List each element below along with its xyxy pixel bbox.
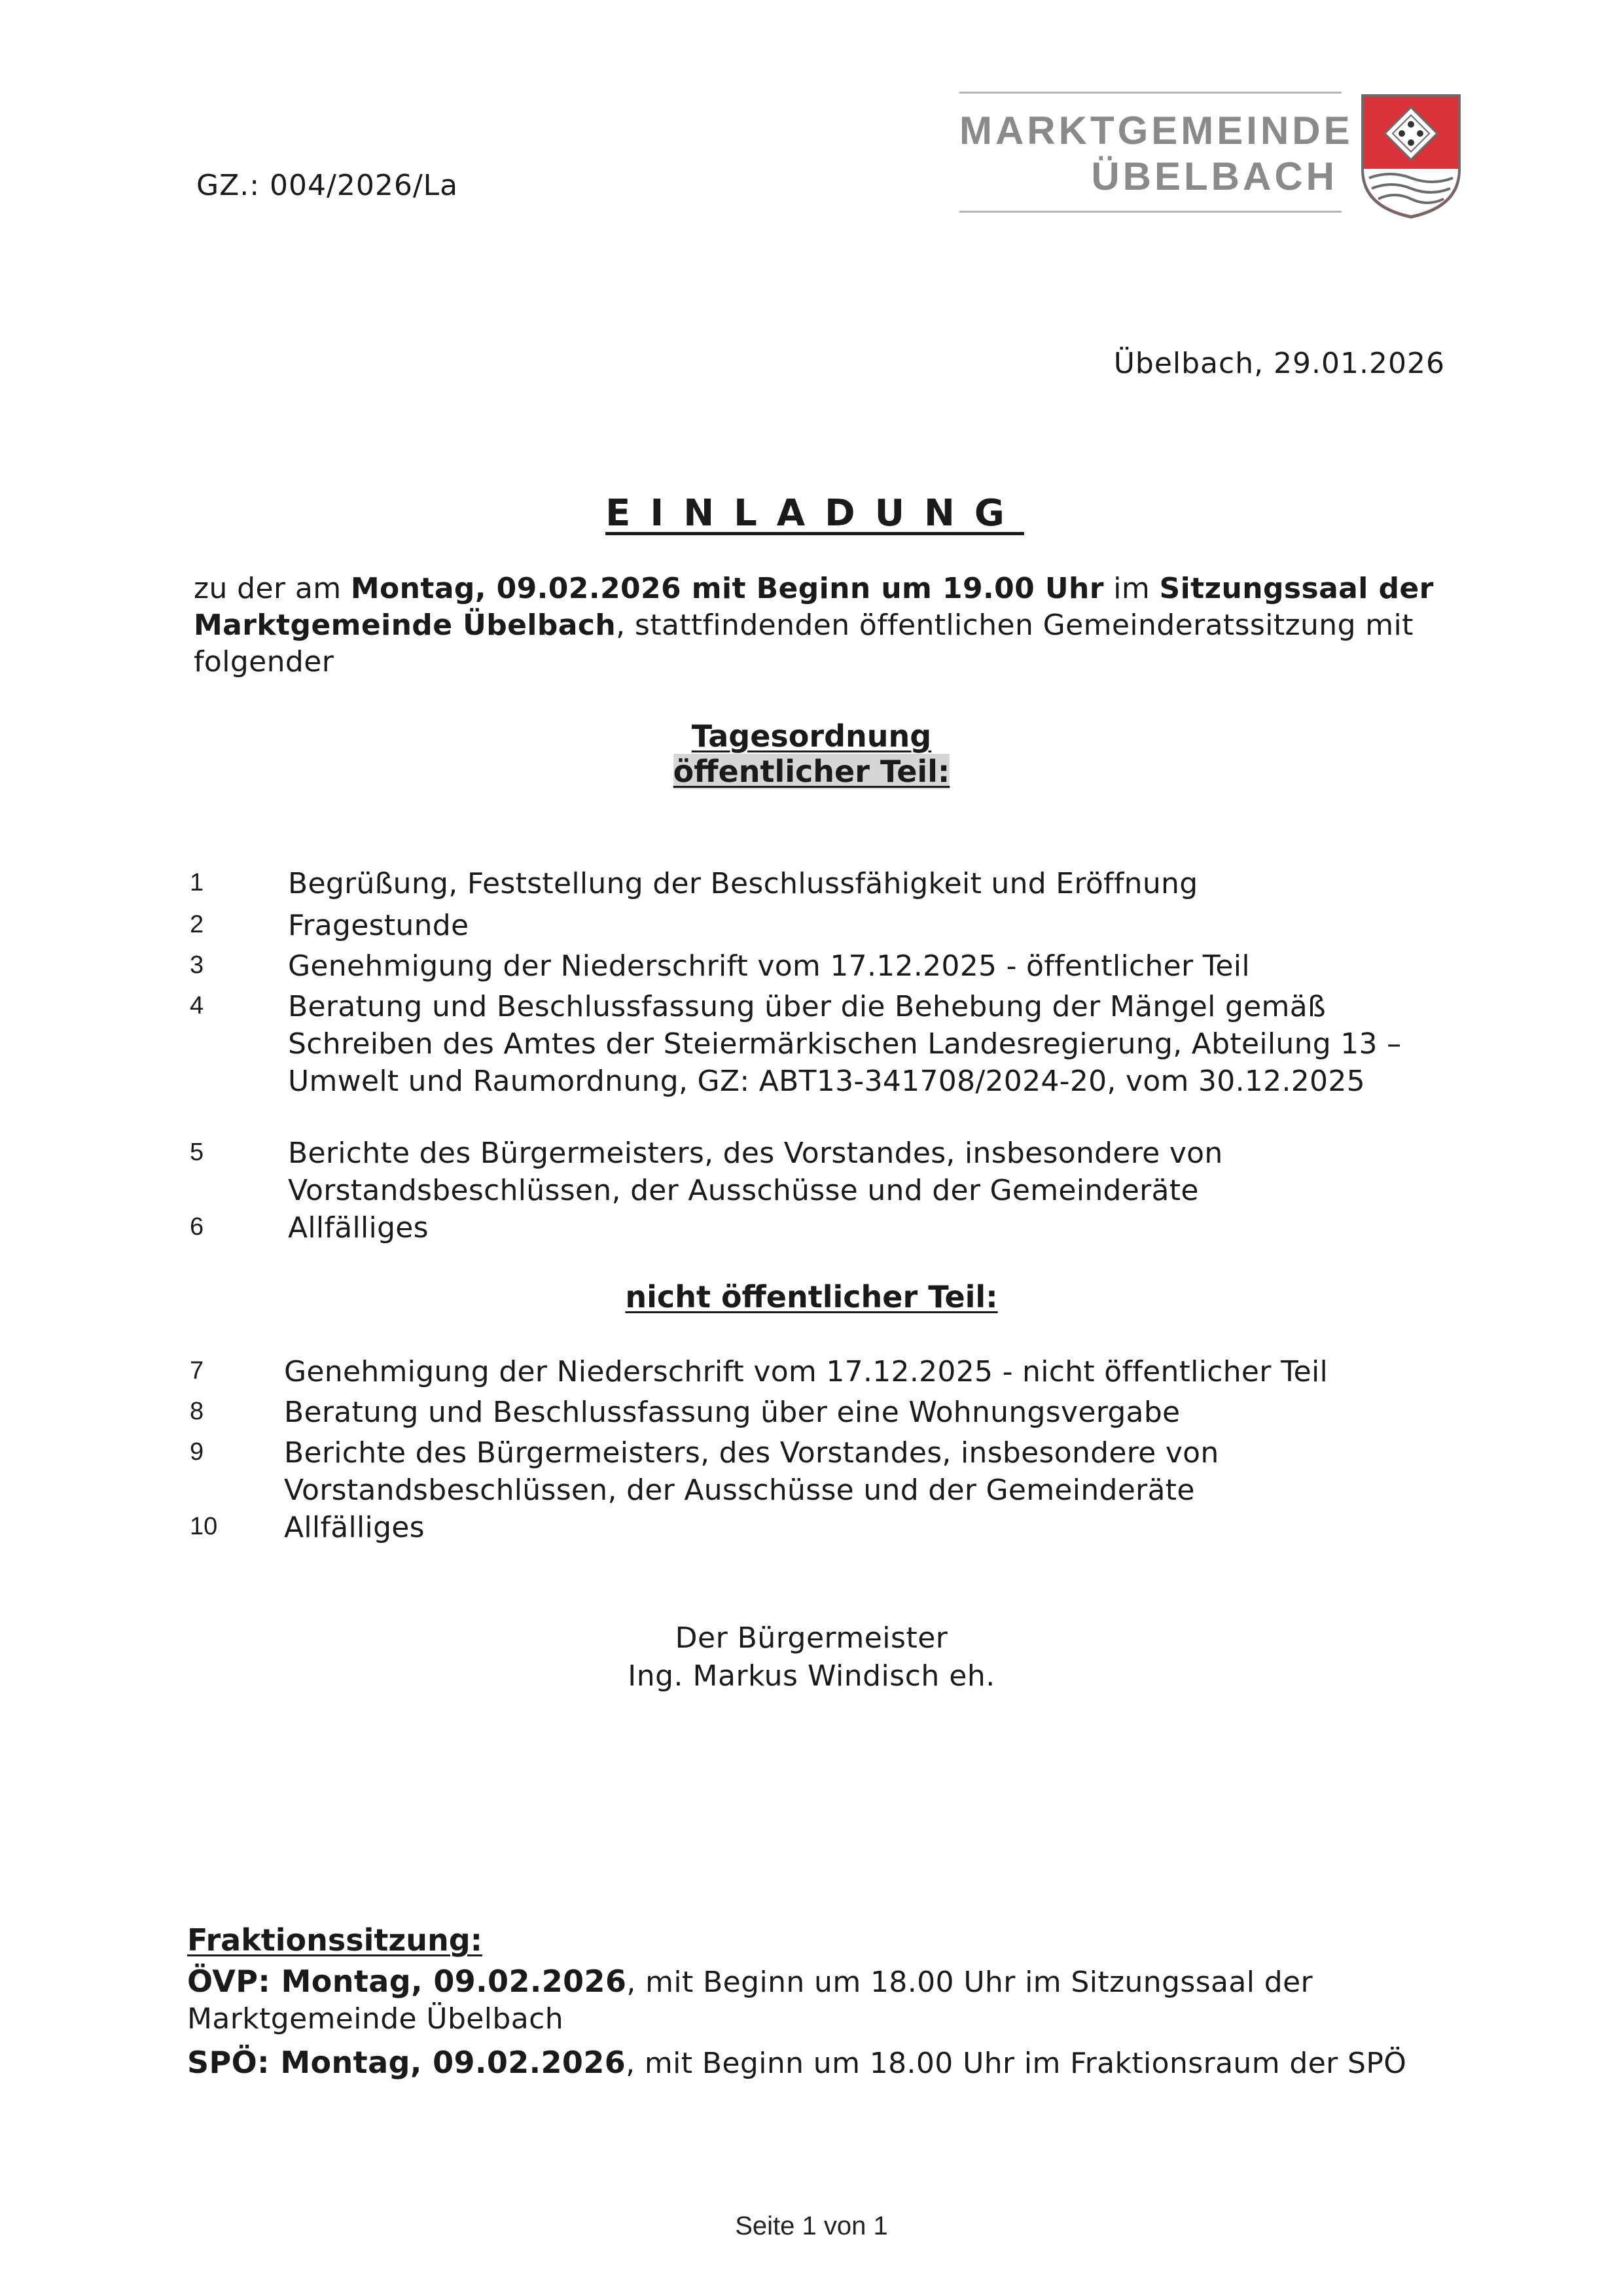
agenda-item-number: 8 [190,1398,204,1425]
brand-divider-top [959,92,1342,94]
agenda-item-number: 4 [190,992,204,1019]
agenda-item-number: 3 [190,951,204,979]
agenda-item-text: Allfälliges [288,1211,429,1245]
signature-name: Ing. Markus Windisch eh. [628,1659,995,1693]
brand-name-line1: MARKTGEMEINDE [959,109,1353,152]
intro-text-3: , stattfindenden öffentlichen Gemeinderatssitzung mit folgender [194,609,1414,679]
brand-divider-bottom [959,211,1342,213]
fraktion-oevp [187,1963,1470,2038]
agenda-item-text: Berichte des Bürgermeisters, des Vorstandes, insbesondere von Vorstandsbeschlüssen, der Ausschüsse und der Gemeinderäte [284,1436,1219,1507]
fraktion-oevp-details: , mit Beginn um 18.00 Uhr im Sitzungssaal der Marktgemeinde Übelbach [187,1966,1313,2036]
agenda-item-number: 1 [190,869,204,896]
agenda-item-text: Beratung und Beschlussfassung über eine Wohnungsvergabe [284,1396,1181,1429]
agenda-item-number: 9 [190,1438,204,1466]
municipal-crest-icon [1359,92,1463,220]
agenda-item-number: 5 [190,1139,204,1166]
fraktion-spoe-date: SPÖ: Montag, 09.02.2026 [187,2045,626,2080]
agenda-item-number: 7 [190,1357,204,1385]
signature-role: Der Bürgermeister [675,1621,948,1655]
reference-number: GZ.: 004/2026/La [196,169,459,202]
agenda-heading: Tagesordnung [691,718,932,754]
agenda-item-text: Allfälliges [284,1511,425,1544]
fraktion-spoe-details: , mit Beginn um 18.00 Uhr im Fraktionsraum der SPÖ [626,2047,1407,2080]
public-part-heading [0,754,1623,789]
agenda-item-text: Begrüßung, Feststellung der Beschlussfähigkeit und Eröffnung [288,867,1198,900]
invitation-intro [194,571,1463,680]
intro-text-1: zu der am [194,572,351,605]
agenda-item-text: Genehmigung der Niederschrift vom 17.12.2025 - öffentlicher Teil [288,949,1250,983]
intro-location: Sitzungssaal der Marktgemeinde Übelbach [194,572,1434,642]
non-public-part-heading: nicht öffentlicher Teil: [625,1279,998,1315]
agenda-item-text: Berichte des Bürgermeisters, des Vorstandes, insbesondere von Vorstandsbeschlüssen, der Ausschüsse und der Gemeinderäte [288,1137,1223,1207]
fraktion-oevp-date: ÖVP: Montag, 09.02.2026 [187,1964,627,1999]
intro-date-time: Montag, 09.02.2026 mit Beginn um 19.00 Uhr [350,572,1104,605]
fraktion-spoe [187,2044,1470,2082]
page-number: Seite 1 von 1 [735,2212,888,2240]
public-part-heading-text: öffentlicher Teil: [673,754,950,789]
fraktion-heading: Fraktionssitzung: [187,1922,483,1958]
brand-name-line2: ÜBELBACH [1091,154,1338,198]
agenda-item-text: Genehmigung der Niederschrift vom 17.12.2025 - nicht öffentlicher Teil [284,1355,1329,1388]
agenda-item-text: Beratung und Beschlussfassung über die Behebung der Mängel gemäß Schreiben des Amtes der Steiermärkischen Landesregierung, Abteilung 13 – Umwelt und Raumordnung, GZ: ABT13-341708/2024-20, vom 30.12.2025 [288,990,1402,1098]
agenda-item-number: 10 [190,1513,218,1540]
intro-text-2: im [1103,572,1160,605]
page-title: EINLADUNG [605,492,1024,535]
agenda-item-number: 6 [190,1213,204,1241]
place-and-date: Übelbach, 29.01.2026 [1113,347,1445,380]
agenda-item-number: 2 [190,911,204,938]
agenda-item-text: Fragestunde [288,909,469,942]
